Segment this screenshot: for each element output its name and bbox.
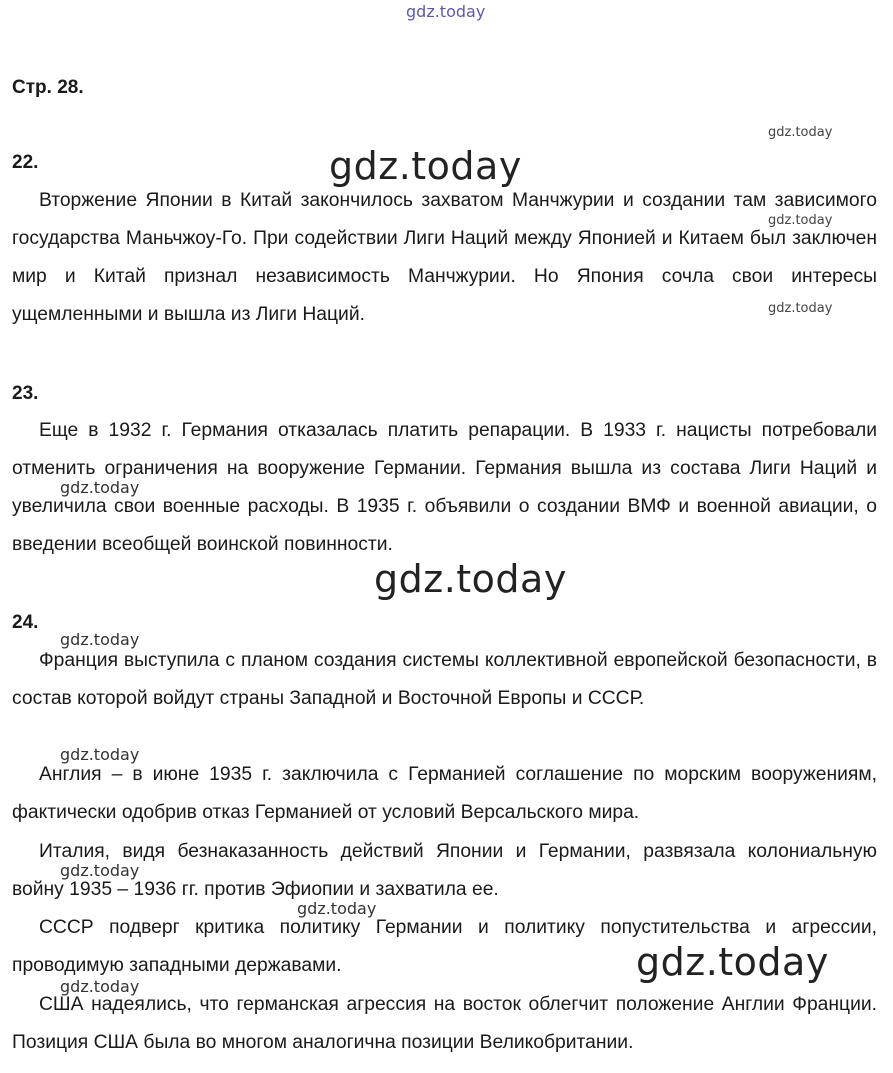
watermark-medium: gdz.today bbox=[60, 861, 140, 880]
watermark-small: gdz.today bbox=[768, 125, 833, 140]
section-number-22: 22. bbox=[12, 152, 39, 173]
section-number-23: 23. bbox=[12, 383, 39, 404]
paragraph-24-3: Италия, видя безнаказанность действий Японии и Германии, развязала колониальную войну 1935 – 1936 гг. против Эфиопии и захватила ее. bbox=[12, 841, 877, 900]
paragraph-24-4: СССР подверг критика политику Германии и политику попустительства и агрессии, проводимую западными державами. bbox=[12, 917, 877, 976]
watermark-large: gdz.today bbox=[374, 557, 567, 601]
watermark-large: gdz.today bbox=[636, 940, 829, 984]
paragraph-24-2: Англия – в июне 1935 г. заключила с Германией соглашение по морским вооружениям, фактически одобрив отказ Германией от условий Версальского мира. bbox=[12, 764, 877, 823]
watermark-small: gdz.today bbox=[768, 213, 833, 228]
paragraph-23-1: Еще в 1932 г. Германия отказалась платить репарации. В 1933 г. нацисты потребовали отменить ограничения на вооружение Германии. Германия вышла из состава Лиги Наций и увеличила свои военные расходы. В 1935 г. объявили о создании ВМФ и военной авиации, о введении всеобщей воинской повинности. bbox=[12, 420, 877, 555]
watermark-medium: gdz.today bbox=[60, 478, 140, 497]
watermark-medium: gdz.today bbox=[60, 745, 140, 764]
paragraph-22-1: Вторжение Японии в Китай закончилось захватом Манчжурии и создании там зависимого государства Маньчжоу-Го. При содействии Лиги Наций между Японией и Китаем был заключен мир и Китай признал независимость Манчжурии. Но Япония сочла свои интересы ущемленными и вышла из Лиги Наций. bbox=[12, 190, 877, 325]
paragraph-24-5: США надеялись, что германская агрессия на восток облегчит положение Англии Франции. Позиция США была во многом аналогична позиции Великобритании. bbox=[12, 994, 877, 1053]
page-label: Стр. 28. bbox=[12, 77, 84, 98]
watermark-top: gdz.today bbox=[406, 2, 486, 21]
section-number-24: 24. bbox=[12, 612, 39, 633]
watermark-medium: gdz.today bbox=[60, 977, 140, 996]
watermark-small: gdz.today bbox=[768, 301, 833, 316]
watermark-medium: gdz.today bbox=[297, 899, 377, 918]
watermark-medium: gdz.today bbox=[60, 630, 140, 649]
paragraph-24-1: Франция выступила с планом создания системы коллективной европейской безопасности, в состав которой войдут страны Западной и Восточной Европы и СССР. bbox=[12, 650, 877, 709]
watermark-large: gdz.today bbox=[329, 144, 522, 188]
